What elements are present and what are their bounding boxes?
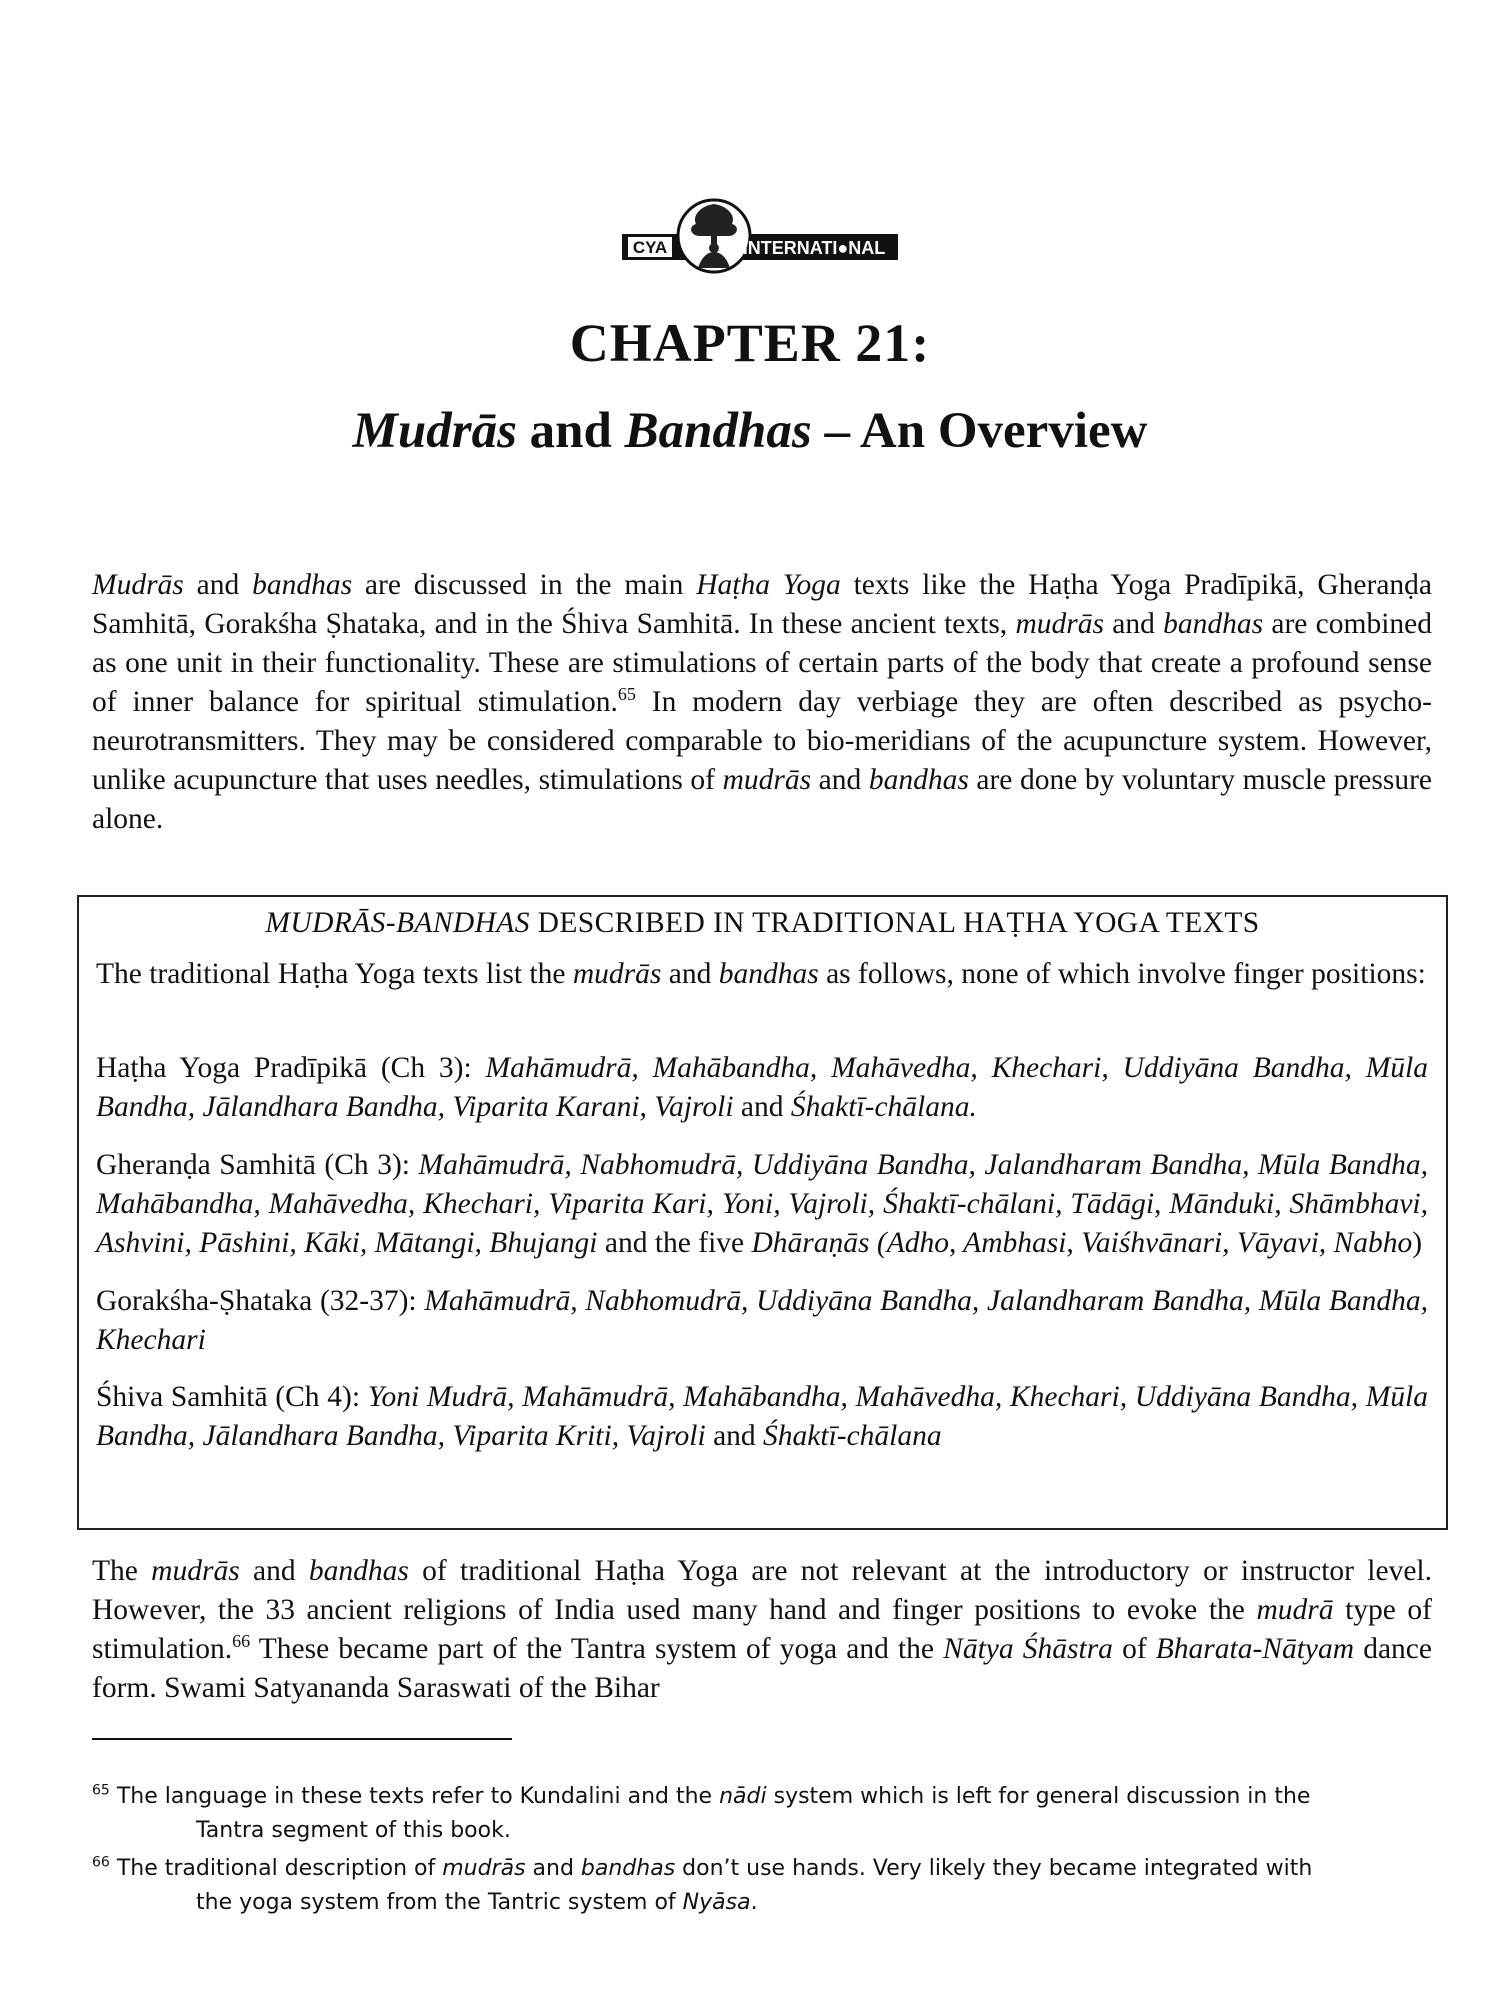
term: mudrās xyxy=(442,1856,526,1881)
text-run: The traditional description of xyxy=(109,1856,443,1881)
term: bandhas xyxy=(580,1856,676,1881)
box-intro xyxy=(96,955,1428,994)
entry-list: Mahāmudrā, Nabhomudrā, Uddiyāna Bandha, Jalandharam Bandha, Mūla Bandha, Mahābandha, Mahāvedha, Khechari, Viparita Kari, Yoni, Vajroli, Śhaktī-chālani, Tādāgi, Mānduki, Shāmbhavi, Ashvini, Pāshini, Kāki, Mātangi, Bhujangi xyxy=(96,1149,1428,1259)
footnote-ref-65[interactable]: 65 xyxy=(617,684,636,705)
term: Nyāsa xyxy=(682,1890,751,1915)
entry-list: Yoni Mudrā, Mahāmudrā, Mahābandha, Mahāvedha, Khechari, Uddiyāna Bandha, Mūla Bandha, Jālandhara Bandha, Viparita Kriti, Vajroli xyxy=(96,1381,1428,1452)
subtitle-term-bandhas: Bandhas xyxy=(624,403,812,459)
entry-label: Haṭha Yoga Pradīpikā (Ch 3): xyxy=(96,1052,486,1084)
entry-label: Gorakśha-Ṣhataka (32-37): xyxy=(96,1285,425,1317)
text-run: the yoga system from the Tantric system of xyxy=(196,1890,683,1915)
term: bandhas xyxy=(718,958,819,990)
term: Mudrās xyxy=(92,569,184,601)
goraksha-shataka-entry xyxy=(96,1282,1428,1360)
footnote-66 xyxy=(92,1852,1442,1920)
shiva-samhita-entry xyxy=(96,1378,1428,1456)
text-run: dance form. Swami Satyananda Saraswati of the Bihar xyxy=(92,1633,1432,1704)
text-run: of traditional Haṭha Yoga are not relevant at the introductory or instructor level. However, the 33 ancient religions of India used many hand and finger positions to evoke the xyxy=(92,1555,1432,1626)
footnote-number: 65 xyxy=(92,1782,110,1799)
entry-list: Mahāmudrā, Mahābandha, Mahāvedha, Khechari, Uddiyāna Bandha, Mūla Bandha, Jālandhara Bandha, Viparita Karani, Vajroli xyxy=(96,1052,1428,1123)
text-run: In modern day verbiage they are often described as psycho-neurotransmitters. They may be considered comparable to bio-meridians of the acupuncture system. However, unlike acupuncture that uses needles, stimulations of xyxy=(92,686,1432,796)
footnote-65 xyxy=(92,1780,1442,1848)
chapter-subtitle xyxy=(0,402,1500,460)
logo-left-text: CYA xyxy=(632,238,668,257)
entry-list: Mahāmudrā, Nabhomudrā, Uddiyāna Bandha, Jalandharam Bandha, Mūla Bandha, Khechari xyxy=(96,1285,1428,1356)
term: mudrās xyxy=(151,1555,240,1587)
text-run: and the five xyxy=(597,1227,752,1259)
text-run: and xyxy=(239,1555,309,1587)
entry-label: Śhiva Samhitā (Ch 4): xyxy=(96,1381,368,1413)
term: mudrās xyxy=(722,764,812,796)
text-run: and xyxy=(733,1091,791,1123)
box-title xyxy=(79,907,1446,940)
subtitle-and: and xyxy=(516,403,625,459)
box-title-term: MUDRĀS-BANDHAS xyxy=(265,907,530,939)
text-run: Tantra segment of this book. xyxy=(196,1818,511,1843)
text-run: and xyxy=(525,1856,581,1881)
text-run: as follows, none of which involve finger positions: xyxy=(818,958,1426,990)
text-run: are done by voluntary muscle pressure alone. xyxy=(92,764,1433,835)
subtitle-rest: – An Overview xyxy=(811,403,1148,459)
body-paragraph xyxy=(92,1552,1432,1708)
text-run: These became part of the Tantra system of yoga and the xyxy=(250,1633,944,1665)
cya-international-logo xyxy=(622,196,898,276)
text-run: The language in these texts refer to Kundalini and the xyxy=(109,1784,720,1809)
footnote-ref-66[interactable]: 66 xyxy=(232,1631,251,1652)
chapter-title: CHAPTER 21: xyxy=(569,313,931,373)
hatha-yoga-pradipika-entry xyxy=(96,1049,1428,1127)
text-run: The traditional Haṭha Yoga texts list the xyxy=(96,958,573,990)
text-run: and xyxy=(811,764,869,796)
entry-label: Gheranḍa Samhitā (Ch 3): xyxy=(96,1149,419,1181)
term: mudrās xyxy=(572,958,662,990)
text-run: ) xyxy=(1412,1227,1423,1259)
subtitle-term-mudras: Mudrās xyxy=(352,403,517,459)
text-run: and xyxy=(1103,608,1164,640)
logo-right-text: INTERNATI●NAL xyxy=(742,238,886,258)
entry-list: Dhāraṇās (Adho, Ambhasi, Vaiśhvānari, Vāyavi, Nabho xyxy=(751,1227,1413,1259)
text-run: texts like the Haṭha Yoga Pradīpikā, Gheranḍa Samhitā, Gorakśha Ṣhataka, and in the Śhiva Samhitā. In these ancient texts, xyxy=(92,569,1433,640)
entry-list: Śhaktī-chālana. xyxy=(790,1091,977,1123)
intro-paragraph xyxy=(92,566,1432,839)
footnote-number: 66 xyxy=(92,1854,110,1871)
term: Bharata-Nātyam xyxy=(1155,1633,1355,1665)
text-run: . xyxy=(750,1890,758,1915)
term: Haṭha Yoga xyxy=(696,569,841,601)
text-run: system which is left for general discussion in the xyxy=(766,1784,1311,1809)
text-run: are discussed in the main xyxy=(352,569,697,601)
gheranda-samhita-entry xyxy=(96,1146,1428,1263)
text-run: of xyxy=(1112,1633,1156,1665)
text-run: type of stimulation. xyxy=(92,1594,1432,1665)
traditional-texts-box xyxy=(77,895,1448,1530)
text-run: don’t use hands. Very likely they became integrated with xyxy=(675,1856,1313,1881)
text-run: and xyxy=(705,1420,764,1452)
text-run: and xyxy=(661,958,719,990)
entry-list: Śhaktī-chālana xyxy=(763,1420,942,1452)
term: mudrā xyxy=(1256,1594,1334,1626)
text-run: and xyxy=(183,569,253,601)
box-title-rest: DESCRIBED IN TRADITIONAL HAṬHA YOGA TEXTS xyxy=(529,907,1260,939)
term: bandhas xyxy=(308,1555,409,1587)
term: bandhas xyxy=(1163,608,1264,640)
text-run: The xyxy=(92,1555,152,1587)
footnote-divider xyxy=(92,1738,512,1740)
term: nādi xyxy=(719,1784,767,1809)
term: bandhas xyxy=(252,569,353,601)
footnote-66-line2 xyxy=(92,1886,1442,1920)
text-run: are combined as one unit in their functionality. These are stimulations of certain parts of the body that create a profound sense of inner balance for spiritual stimulation. xyxy=(92,608,1432,718)
term: bandhas xyxy=(868,764,969,796)
term: mudrās xyxy=(1015,608,1104,640)
term: Nātya Śhāstra xyxy=(943,1633,1113,1665)
